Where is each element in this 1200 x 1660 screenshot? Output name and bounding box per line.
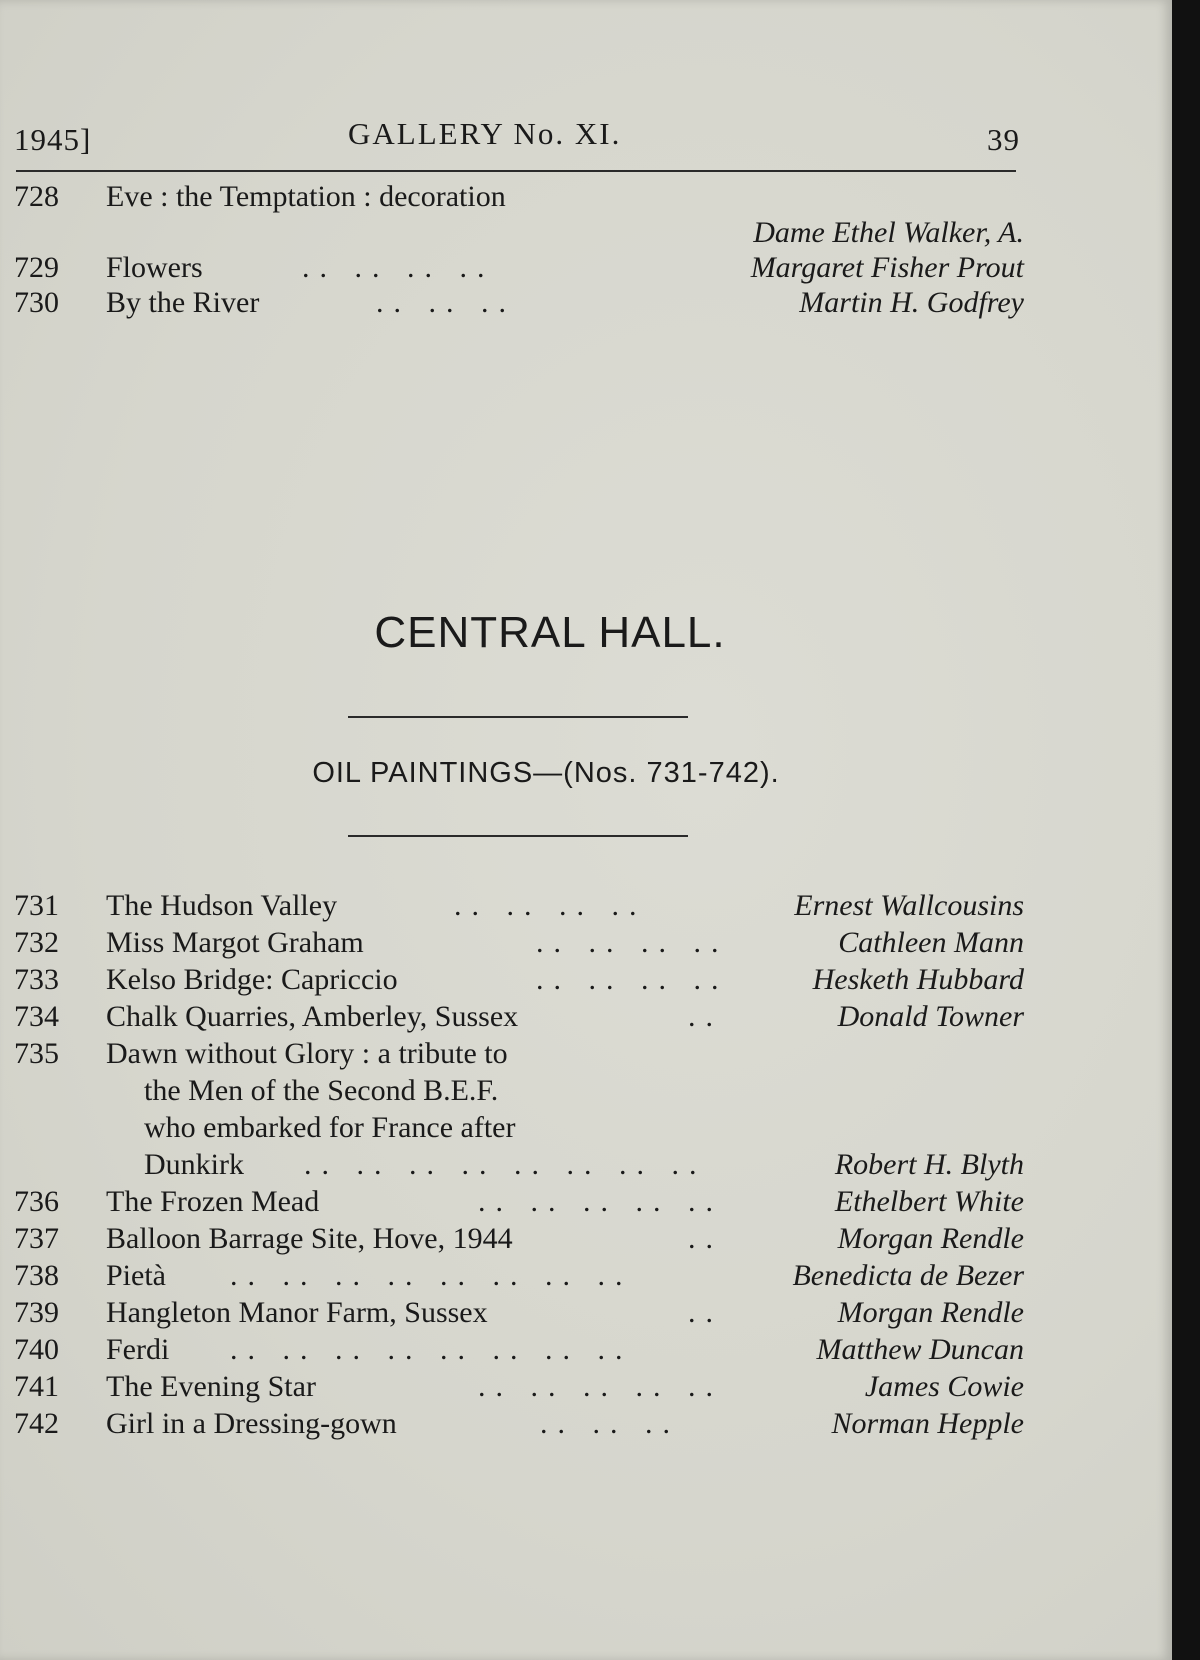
entry-title: The Evening Star: [106, 1370, 316, 1403]
entry-number: 734: [14, 1000, 59, 1033]
entry-number: 732: [14, 926, 59, 959]
entry-number: 737: [14, 1222, 59, 1255]
entry-title: Eve : the Temptation : decoration: [106, 180, 506, 213]
entry-leader-dots: .. .. .. .. ..: [478, 1370, 723, 1403]
entry-leader-dots: ..: [688, 1296, 723, 1329]
catalogue-entry: [14, 998, 1024, 1035]
catalogue-entry: [14, 1035, 1024, 1072]
catalogue-entry: [14, 284, 1024, 321]
catalogue-entry: [14, 1331, 1024, 1368]
running-header: [14, 112, 1020, 158]
entry-number: 739: [14, 1296, 59, 1329]
entry-title: The Hudson Valley: [106, 889, 338, 922]
entry-title-continued: the Men of the Second B.E.F.: [144, 1074, 499, 1107]
entry-title-continued: Dunkirk: [144, 1148, 244, 1181]
entry-leader-dots: .. .. .. ..: [302, 251, 495, 284]
catalogue-entry-continuation: [14, 1109, 1024, 1146]
entry-number: 729: [14, 251, 59, 284]
entry-artist: Morgan Rendle: [837, 1296, 1024, 1329]
catalogue-entry: [14, 249, 1024, 286]
entry-artist: Matthew Duncan: [816, 1333, 1024, 1366]
entry-artist: Norman Hepple: [831, 1407, 1024, 1440]
entry-number: 740: [14, 1333, 59, 1366]
entry-artist: Morgan Rendle: [837, 1222, 1024, 1255]
entry-leader-dots: .. .. .. .. .. .. .. ..: [230, 1333, 633, 1366]
page-edge: [1172, 0, 1200, 1660]
header-rule: [16, 170, 1016, 172]
entry-artist: Benedicta de Bezer: [792, 1259, 1024, 1292]
section-divider: [348, 716, 688, 718]
entry-leader-dots: .. .. .. ..: [454, 889, 647, 922]
entry-leader-dots: .. .. ..: [540, 1407, 680, 1440]
catalogue-entry: [14, 924, 1024, 961]
entry-artist: Ethelbert White: [834, 1185, 1024, 1218]
entry-title: By the River: [106, 286, 260, 319]
catalogue-entry: [14, 961, 1024, 998]
catalogue-entry-continuation: [14, 1146, 1024, 1183]
section-subtitle: OIL PAINTINGS—(Nos. 731-742).: [312, 757, 780, 789]
entry-title: Ferdi: [106, 1333, 170, 1366]
entry-title: Hangleton Manor Farm, Sussex: [106, 1296, 488, 1329]
entry-artist: Ernest Wallcousins: [794, 889, 1024, 922]
catalogue-entry-continuation: [14, 1072, 1024, 1109]
entry-artist: Martin H. Godfrey: [799, 286, 1024, 319]
catalogue-entry: [14, 1368, 1024, 1405]
catalogue-entry: [14, 178, 1024, 215]
entry-number: 728: [14, 180, 59, 213]
entry-number: 735: [14, 1037, 59, 1070]
entry-number: 738: [14, 1259, 59, 1292]
entry-leader-dots: .. .. .. .. .. .. .. ..: [304, 1148, 707, 1181]
entry-title: Pietà: [106, 1259, 166, 1292]
catalogue-entry: [14, 1183, 1024, 1220]
entry-number: 731: [14, 889, 59, 922]
entry-title-continued: who embarked for France after: [144, 1111, 516, 1144]
entry-number: 736: [14, 1185, 59, 1218]
entry-number: 730: [14, 286, 59, 319]
header-year: 1945]: [14, 122, 92, 157]
entry-leader-dots: .. .. .. ..: [536, 926, 729, 959]
catalogue-entry: [14, 1405, 1024, 1442]
entry-leader-dots: .. .. .. .. ..: [478, 1185, 723, 1218]
entry-title: The Frozen Mead: [106, 1185, 320, 1218]
header-gallery-title: GALLERY No. XI.: [348, 116, 622, 151]
entry-number: 733: [14, 963, 59, 996]
entry-artist: Dame Ethel Walker, A.: [753, 216, 1024, 249]
entry-number: 742: [14, 1407, 59, 1440]
entry-artist: Robert H. Blyth: [834, 1148, 1024, 1181]
catalogue-entry-artist-line: [14, 214, 1024, 251]
entry-artist: Margaret Fisher Prout: [750, 251, 1024, 284]
entry-number: 741: [14, 1370, 59, 1403]
entry-title: Balloon Barrage Site, Hove, 1944: [106, 1222, 513, 1255]
entry-leader-dots: .. .. .. .. .. .. .. ..: [230, 1259, 633, 1292]
entry-title: Dawn without Glory : a tribute to: [106, 1037, 508, 1070]
entry-artist: Donald Towner: [837, 1000, 1024, 1033]
entry-leader-dots: .. .. .. ..: [536, 963, 729, 996]
entry-leader-dots: .. .. ..: [376, 286, 516, 319]
entry-title: Kelso Bridge: Capriccio: [106, 963, 398, 996]
section-title: CENTRAL HALL.: [374, 608, 726, 657]
entry-artist: James Cowie: [864, 1370, 1024, 1403]
entry-title: Flowers: [106, 251, 203, 284]
catalogue-entry: [14, 1220, 1024, 1257]
entry-title: Girl in a Dressing-gown: [106, 1407, 397, 1440]
entry-artist: Hesketh Hubbard: [812, 963, 1024, 996]
entry-artist: Cathleen Mann: [838, 926, 1024, 959]
entry-leader-dots: ..: [688, 1222, 723, 1255]
catalogue-entry: [14, 1257, 1024, 1294]
entry-title: Chalk Quarries, Amberley, Sussex: [106, 1000, 519, 1033]
header-page-number: 39: [987, 122, 1020, 157]
entry-leader-dots: ..: [688, 1000, 723, 1033]
entry-title: Miss Margot Graham: [106, 926, 364, 959]
section-divider: [348, 835, 688, 837]
catalogue-entry: [14, 1294, 1024, 1331]
catalogue-entry: [14, 887, 1024, 924]
